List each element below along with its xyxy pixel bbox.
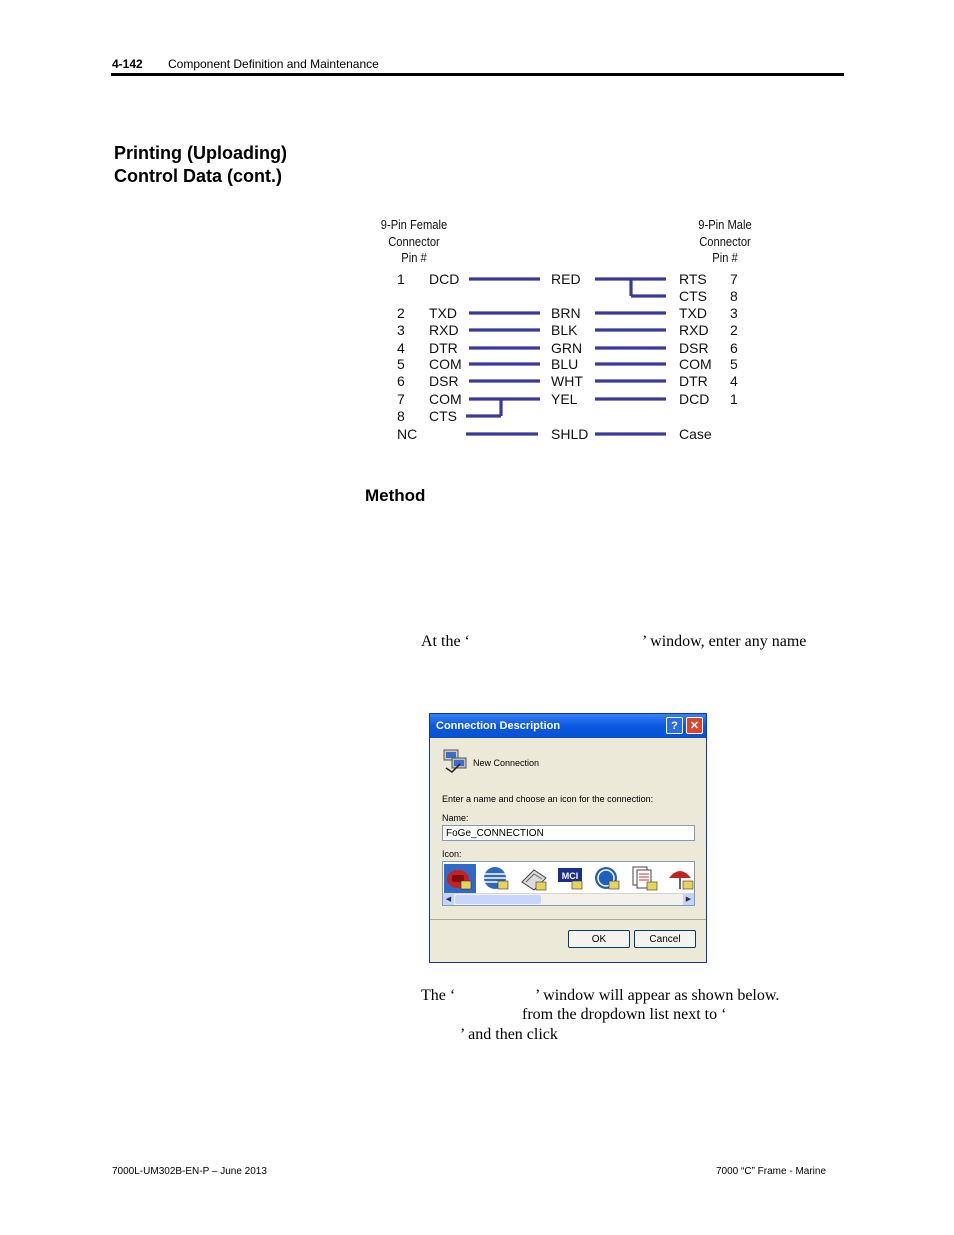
female-header-line: 9-Pin Female [380, 217, 448, 233]
male-signal: Case [679, 426, 712, 442]
male-header-line: Connector [699, 234, 751, 250]
wiring-rows [397, 271, 738, 442]
phone-icon[interactable] [444, 864, 476, 894]
female-header-line: Connector [388, 234, 440, 250]
male-pin-number: 5 [730, 356, 738, 372]
wire-color-label: RED [551, 271, 581, 287]
male-pin-number: 3 [730, 305, 738, 321]
wire-color-label: BLU [551, 356, 579, 372]
scroll-left-icon[interactable]: ◀ [443, 894, 454, 905]
wire-color-label: SHLD [551, 426, 589, 442]
male-pin-number: 1 [730, 391, 738, 407]
scroll-thumb[interactable] [455, 895, 541, 904]
new-connection-label: New Connection [473, 758, 540, 768]
wire-color-label: YEL [551, 391, 578, 407]
section-title-line1: Printing (Uploading) [114, 143, 287, 163]
female-pin-number: 5 [397, 356, 405, 372]
female-pin-number: NC [397, 426, 418, 442]
method-para1-start: At the ‘ [421, 633, 470, 650]
icon-label: Icon: [442, 849, 462, 859]
female-signal: CTS [429, 408, 457, 424]
method-heading: Method [365, 486, 426, 505]
icon-list[interactable] [442, 861, 695, 906]
method-para1-end: ’ window, enter any name [642, 633, 807, 650]
umbrella-icon[interactable] [666, 864, 698, 894]
female-signal: DTR [429, 340, 458, 356]
method-para2-start: The ‘ [421, 987, 456, 1004]
section-title [114, 142, 287, 188]
dialog-separator [430, 919, 706, 920]
chapter-title: Component Definition and Maintenance [168, 57, 379, 71]
method-para2-line3: ’ and then click [460, 1026, 558, 1043]
wire-color-label: BRN [551, 305, 581, 321]
dialog-titlebar [430, 714, 706, 738]
female-signal: COM [429, 391, 462, 407]
female-pin-number: 4 [397, 340, 405, 356]
male-header-line: Pin # [712, 250, 738, 266]
mci-text: MCI [561, 871, 579, 881]
section-title-line2: Control Data (cont.) [114, 166, 282, 186]
male-signal: COM [679, 356, 712, 372]
male-pin-number: 4 [730, 373, 738, 389]
male-signal: TXD [679, 305, 707, 321]
ge-icon[interactable] [592, 864, 624, 894]
female-signal: COM [429, 356, 462, 372]
female-signal: RXD [429, 322, 459, 338]
male-signal: DSR [679, 340, 709, 356]
mci-icon[interactable] [555, 864, 587, 894]
wire-color-label: BLK [551, 322, 578, 338]
method-para2-line2: from the dropdown list next to ‘ [522, 1006, 727, 1023]
female-pin-number: 2 [397, 305, 405, 321]
wiring-diagram [360, 210, 760, 450]
cancel-button[interactable]: Cancel [634, 930, 696, 948]
male-header-line: 9-Pin Male [698, 217, 752, 233]
male-signal: RXD [679, 322, 709, 338]
female-signal: DSR [429, 373, 459, 389]
female-pin-number: 8 [397, 408, 405, 424]
female-header-line: Pin # [401, 250, 427, 266]
page-number: 4-142 [112, 57, 143, 71]
new-connection-icon [442, 746, 470, 774]
help-button[interactable]: ? [666, 717, 683, 734]
male-pin-number: 6 [730, 340, 738, 356]
instruction-text: Enter a name and choose an icon for the connection: [442, 794, 654, 804]
female-signal: DCD [429, 271, 460, 287]
wire-color-label: GRN [551, 340, 583, 356]
female-pin-number: 6 [397, 373, 405, 389]
footer-product: 7000 “C” Frame - Marine [716, 1166, 827, 1177]
wire-color-label: WHT [551, 373, 583, 389]
globe-icon[interactable] [481, 864, 513, 894]
icon-list-scrollbar[interactable] [443, 893, 694, 905]
male-signal: CTS [679, 288, 707, 304]
male-pin-number: 2 [730, 322, 738, 338]
fax-icon[interactable] [518, 864, 550, 894]
close-button[interactable]: ✕ [686, 717, 703, 734]
dialog-title: Connection Description [436, 720, 561, 732]
scroll-right-icon[interactable]: ▶ [683, 894, 694, 905]
male-pin-number: 7 [730, 271, 738, 287]
male-pin-number: 8 [730, 288, 738, 304]
male-signal: RTS [679, 271, 707, 287]
name-input[interactable] [442, 825, 695, 841]
male-signal: DTR [679, 373, 708, 389]
documents-icon[interactable] [629, 864, 661, 894]
female-pin-number: 3 [397, 322, 405, 338]
male-signal: DCD [679, 391, 710, 407]
footer-doc-id: 7000L-UM302B-EN-P – June 2013 [112, 1166, 267, 1177]
ok-button[interactable]: OK [568, 930, 630, 948]
male-connector-header [698, 217, 752, 265]
female-pin-number: 1 [397, 271, 405, 287]
female-signal: TXD [429, 305, 457, 321]
method-para2-end: ’ window will appear as shown below. [535, 987, 780, 1004]
female-pin-number: 7 [397, 391, 405, 407]
connection-description-dialog [429, 713, 707, 963]
header-rule [111, 73, 844, 76]
female-connector-header [381, 217, 448, 265]
name-label: Name: [442, 813, 469, 823]
